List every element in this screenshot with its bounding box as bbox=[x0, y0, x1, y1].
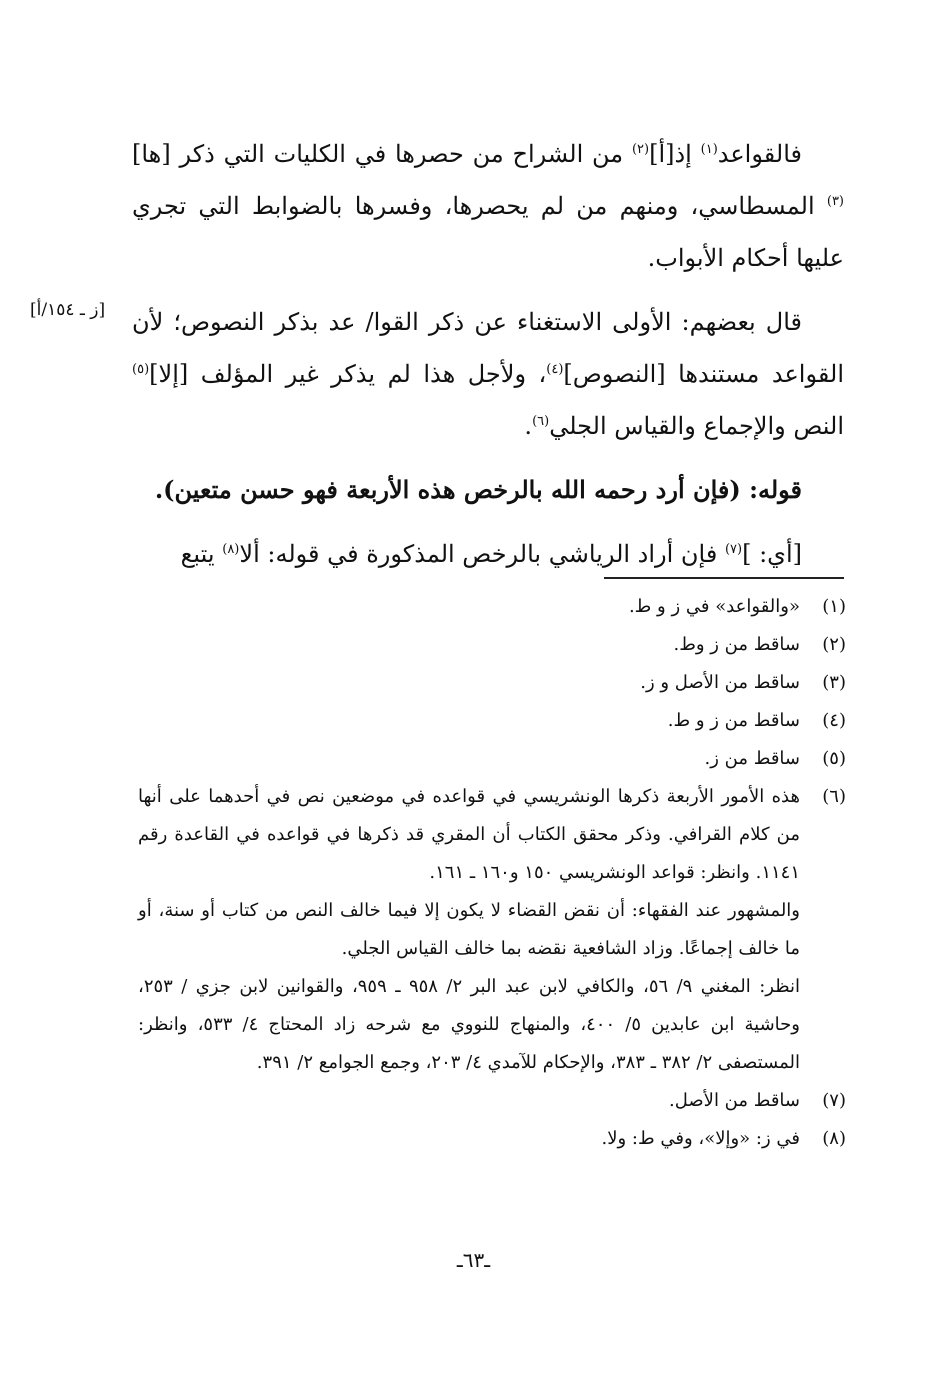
footnote-5 bbox=[138, 740, 846, 778]
footnote-text bbox=[138, 664, 800, 702]
footnote-number: (٦) bbox=[822, 786, 846, 807]
footnote-number: (٨) bbox=[822, 1128, 846, 1149]
footnote-text bbox=[138, 588, 800, 626]
text-run: . bbox=[524, 412, 533, 440]
footnote-line: والمشهور عند الفقهاء: أن نقض القضاء لا يكون إلا فيما خالف النص من كتاب أو سنة، أو ما خالف إجماعًا. وزاد الشافعية نقضه بما خالف القياس الجلي. bbox=[138, 900, 800, 959]
footnote-1 bbox=[138, 588, 846, 626]
footnote-line: هذه الأمور الأربعة ذكرها الونشريسي في قواعده في موضعين نص في أحدهما على أنها من كلام القرافي. وذكر محقق الكتاب أن المقري قد ذكرها في قواعده في القاعدة رقم ١١٤١. وانظر: قواعد الونشريسي ١٥٠ و١٦٠ ـ ١٦١. bbox=[138, 786, 800, 883]
text-run: إذ[أ] bbox=[649, 140, 701, 168]
paragraph-1 bbox=[132, 128, 844, 284]
paragraph-2 bbox=[132, 296, 844, 452]
footnote-line: في ز: «وإلا»، وفي ط: ولا. bbox=[601, 1128, 800, 1149]
footnote-text bbox=[138, 778, 800, 1082]
footnote-text bbox=[138, 1082, 800, 1120]
text-run: قال بعضهم: الأولى الاستغناء عن ذكر القوا/ عد بذكر النصوص؛ لأن القواعد مستندها [النصوص] bbox=[132, 308, 844, 388]
footnote-number: (٤) bbox=[822, 710, 846, 731]
footnote-number: (٣) bbox=[822, 672, 846, 693]
footnote-separator bbox=[604, 577, 844, 579]
footnote-7 bbox=[138, 1082, 846, 1120]
footnote-2 bbox=[138, 626, 846, 664]
manuscript-folio-marker: [ز ـ ١٥٤/أ] bbox=[30, 300, 106, 320]
paragraph-4 bbox=[132, 528, 844, 580]
text-run: [أي: ] bbox=[742, 540, 802, 568]
paragraph-3-quote: قوله: (فإن أرد رحمه الله بالرخص هذه الأربعة فهو حسن متعين). bbox=[154, 475, 802, 504]
text-run: النص والإجماع والقياس الجلي bbox=[549, 412, 844, 440]
footnote-line: ساقط من الأصل. bbox=[669, 1090, 800, 1111]
footnote-text bbox=[138, 626, 800, 664]
footnote-ref-4: (٤) bbox=[546, 362, 564, 377]
text-run: فإن أراد الرياشي بالرخص المذكورة في قوله: ألا bbox=[239, 540, 725, 568]
footnote-ref-5: (٥) bbox=[132, 362, 150, 377]
footnote-line: انظر: المغني ٩/ ٥٦، والكافي لابن عبد البر ٢/ ٩٥٨ ـ ٩٥٩، والقوانين لابن جزي / ٢٥٣، وحاشية ابن عابدين ٥/ ٤٠٠، والمنهاج للنووي مع شرحه زاد المحتاج ٤/ ٥٣٣، وانظر: المستصفى ٢/ ٣٨٢ ـ ٣٨٣، والإحكام للآمدي ٤/ ٢٠٣، وجمع الجوامع ٢/ ٣٩١. bbox=[138, 976, 801, 1073]
footnote-6 bbox=[138, 778, 846, 1082]
footnote-number: (٢) bbox=[822, 634, 846, 655]
footnote-line: ساقط من ز وط. bbox=[673, 634, 800, 655]
footnote-8 bbox=[138, 1120, 846, 1158]
footnote-ref-1: (١) bbox=[700, 142, 718, 157]
footnote-text bbox=[138, 1120, 800, 1158]
text-run: ، ولأجل هذا لم يذكر غير المؤلف [إلا] bbox=[149, 360, 547, 388]
footnotes bbox=[138, 588, 846, 1158]
text-run: من الشراح من حصرها في الكليات التي ذكر [ها] bbox=[132, 140, 632, 168]
footnote-ref-6: (٦) bbox=[532, 414, 550, 429]
footnote-text bbox=[138, 702, 800, 740]
footnote-text bbox=[138, 740, 800, 778]
footnote-4 bbox=[138, 702, 846, 740]
footnote-ref-2: (٢) bbox=[631, 142, 650, 157]
footnote-number: (٧) bbox=[822, 1090, 846, 1111]
footnote-number: (١) bbox=[822, 596, 846, 617]
footnote-ref-8: (٨) bbox=[222, 542, 240, 557]
footnote-line: «والقواعد» في ز و ط. bbox=[628, 596, 800, 617]
footnote-number: (٥) bbox=[822, 748, 846, 769]
text-run: فالقواعد bbox=[717, 140, 802, 168]
footnote-line: ساقط من ز و ط. bbox=[667, 710, 800, 731]
main-text bbox=[132, 128, 844, 592]
footnote-line: ساقط من ز. bbox=[704, 748, 800, 769]
page-number: ـ٦٣ـ bbox=[456, 1248, 491, 1272]
text-run: المسطاسي، ومنهم من لم يحصرها، وفسرها بالضوابط التي تجري عليها أحكام الأبواب. bbox=[132, 192, 844, 272]
text-run: يتبع bbox=[180, 540, 223, 568]
footnote-line: ساقط من الأصل و ز. bbox=[640, 672, 800, 693]
footnote-ref-3: (٣) bbox=[826, 194, 844, 209]
footnote-ref-7: (٧) bbox=[724, 542, 743, 557]
footnote-3 bbox=[138, 664, 846, 702]
